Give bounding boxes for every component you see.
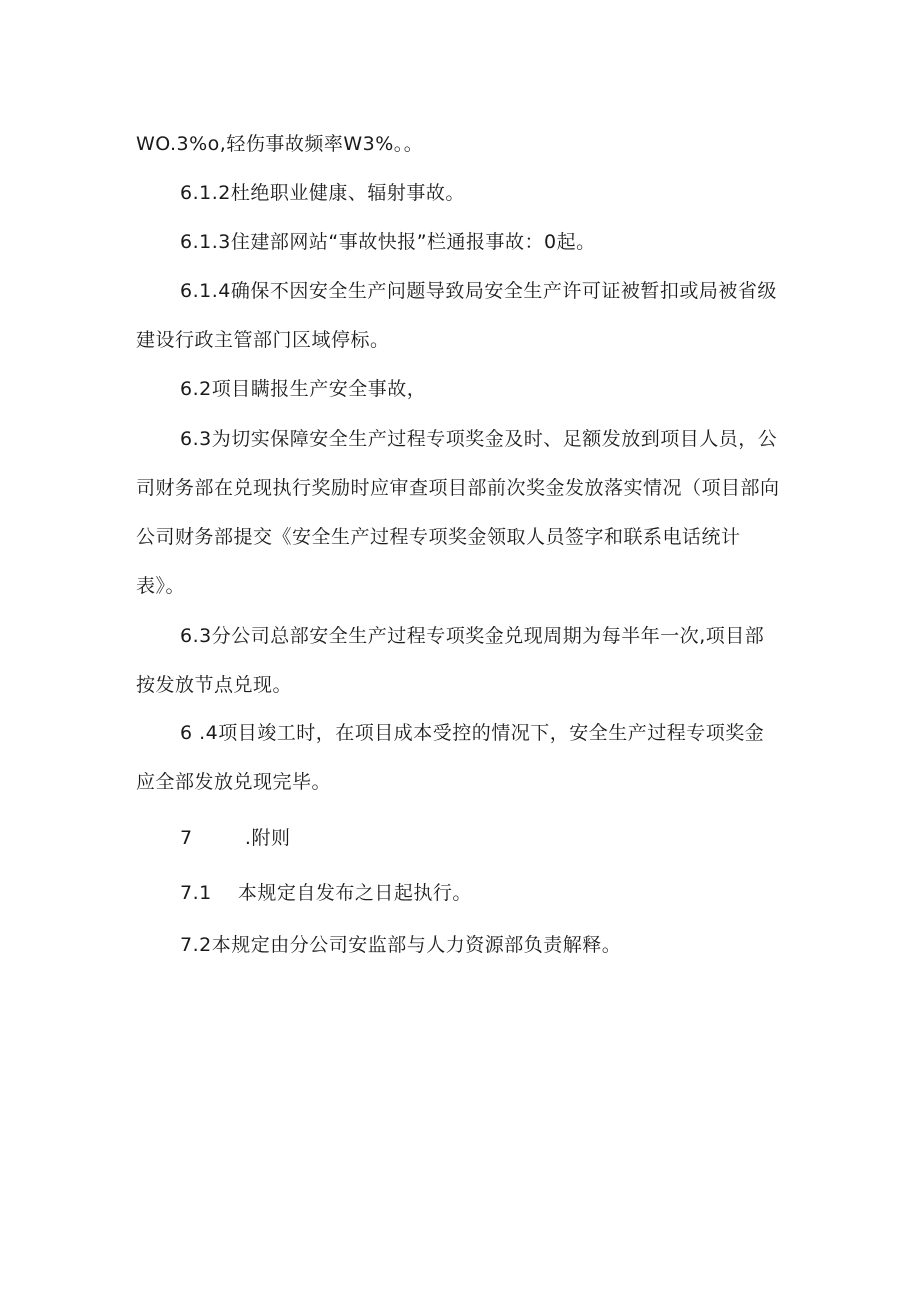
paragraph-6-2: [136, 365, 786, 414]
text-line: 建设行政主管部门区域停标。: [136, 329, 390, 351]
text-line: 按发放节点兑现。: [136, 674, 293, 696]
paragraph-accident-rate-continuation: [136, 120, 786, 169]
paragraph-6-3-bonus-payment: [136, 415, 786, 611]
paragraph-6-1-4: [136, 267, 786, 365]
text-line: 司财务部在兑现执行奖励时应审查项目部前次奖金发放落实情况（项目部向: [136, 477, 780, 499]
text-line: 6.1.4确保不因安全生产问题导致局安全生产许可证被暂扣或局被省级: [180, 280, 777, 302]
paragraph-6-1-2: [136, 169, 786, 218]
text-line: 6.1.2杜绝职业健康、辐射事故。: [180, 182, 465, 204]
text-line: 6 .4项目竣工时，在项目成本受控的情况下，安全生产过程专项奖金: [180, 722, 765, 744]
text-line: 7.2本规定由分公司安监部与人力资源部负责解释。: [180, 934, 622, 956]
text-line: 6.3分公司总部安全生产过程专项奖金兑现周期为每半年一次,项目部: [180, 625, 765, 647]
paragraph-6-4: [136, 709, 786, 807]
text-line: 7.1 本规定自发布之日起执行。: [180, 882, 472, 904]
text-line: 7 .附则: [180, 827, 291, 849]
text-line: 6.2项目瞒报生产安全事故，: [180, 378, 427, 400]
text-line: 6.3为切实保障安全生产过程专项奖金及时、足额发放到项目人员，公: [180, 428, 778, 450]
paragraph-7-2: [136, 921, 786, 970]
text-line: WO.3%o,轻伤事故频率W3%。。: [136, 133, 424, 155]
section-heading-7: [136, 814, 786, 863]
text-line: 6.1.3住建部网站“事故快报”栏通报事故：0起。: [180, 231, 596, 253]
text-line: 公司财务部提交《安全生产过程专项奖金领取人员签字和联系电话统计: [136, 526, 741, 548]
paragraph-6-1-3: [136, 218, 786, 267]
paragraph-6-3-payout-cycle: [136, 612, 786, 710]
paragraph-7-1: [136, 869, 786, 918]
text-line: 表》。: [136, 575, 186, 597]
text-line: 应全部发放兑现完毕。: [136, 771, 332, 793]
